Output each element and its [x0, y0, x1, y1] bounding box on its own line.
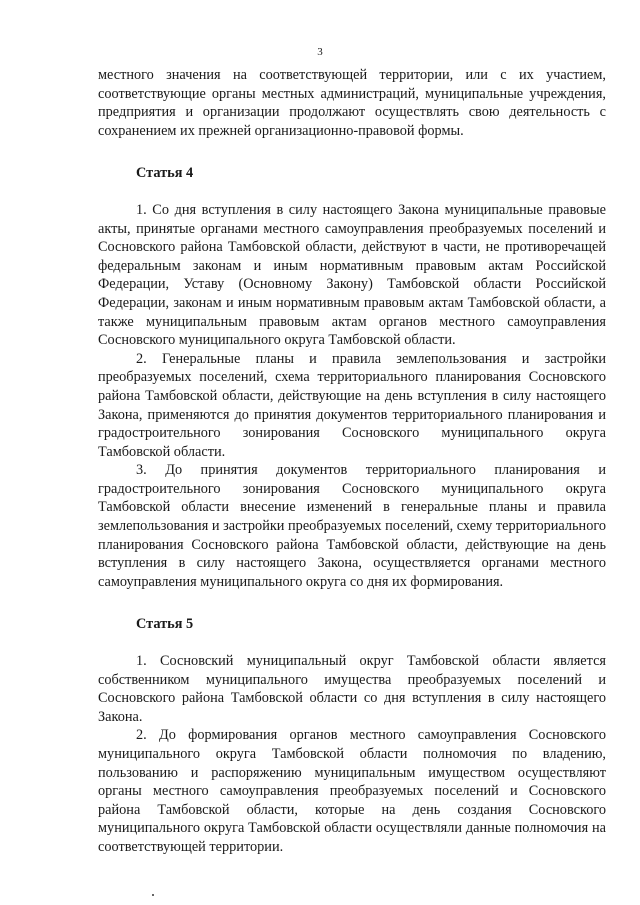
scan-speck	[152, 894, 154, 896]
article-4-paragraph-1: 1. Со дня вступления в силу настоящего Закона муниципальные правовые акты, принятые органами местного самоуправления преобразуемых поселений и Сосновского района Тамбовской области, действуют в части, не противоречащей федеральным законам и иным нормативным правовым актам Российской Федерации, Уставу (Основному Закону) Тамбовской области Российской Федерации, законам и иным нормативным правовым актам Тамбовской области, а также муниципальным правовым актам органов местного самоуправления Сосновского муниципального округа Тамбовской области.	[98, 201, 606, 349]
article-5-heading: Статья 5	[136, 616, 194, 633]
article-4-paragraph-3: 3. До принятия документов территориального планирования и градостроительного зонирования Сосновского муниципального округа Тамбовской области внесение изменений в генеральные планы и правила землепользования и застройки преобразуемых поселений, схему территориального планирования Сосновского района Тамбовской области, действующие на день вступления в силу настоящего Закона, осуществляется органами местного самоуправления муниципального округа со дня их формирования.	[98, 462, 606, 590]
intro-paragraph: местного значения на соответствующей территории, или с их участием, соответствующие органы местных администраций, муниципальные учреждения, предприятия и организации продолжают осуществлять свою деятельность с сохранением их прежней организационно-правовой формы.	[98, 67, 606, 139]
document-body	[98, 66, 606, 857]
article-4-paragraph-2: 2. Генеральные планы и правила землепользования и застройки преобразуемых поселений, схема территориального планирования Сосновского района Тамбовской области, действующие на день вступления в силу настоящего Закона, применяются до принятия документов территориального планирования и градостроительного зонирования Сосновского муниципального округа Тамбовской области.	[98, 350, 606, 460]
article-5-paragraph-1: 1. Сосновский муниципальный округ Тамбовской области является собственником муниципального имущества преобразуемых поселений и Сосновского района Тамбовской области со дня вступления в силу настоящего Закона.	[98, 653, 606, 725]
article-4-heading: Статья 4	[136, 165, 194, 182]
article-5-paragraph-2: 2. До формирования органов местного самоуправления Сосновского муниципального округа Тамбовской области полномочия по владению, пользованию и распоряжению муниципальным имуществом осуществляют органы местного самоуправления преобразуемых поселений и Сосновского района Тамбовской области, которые на день создания Сосновского муниципального округа Тамбовской области осуществляли данные полномочия на соответствующей территории.	[98, 727, 606, 855]
page-number: 3	[317, 46, 323, 58]
